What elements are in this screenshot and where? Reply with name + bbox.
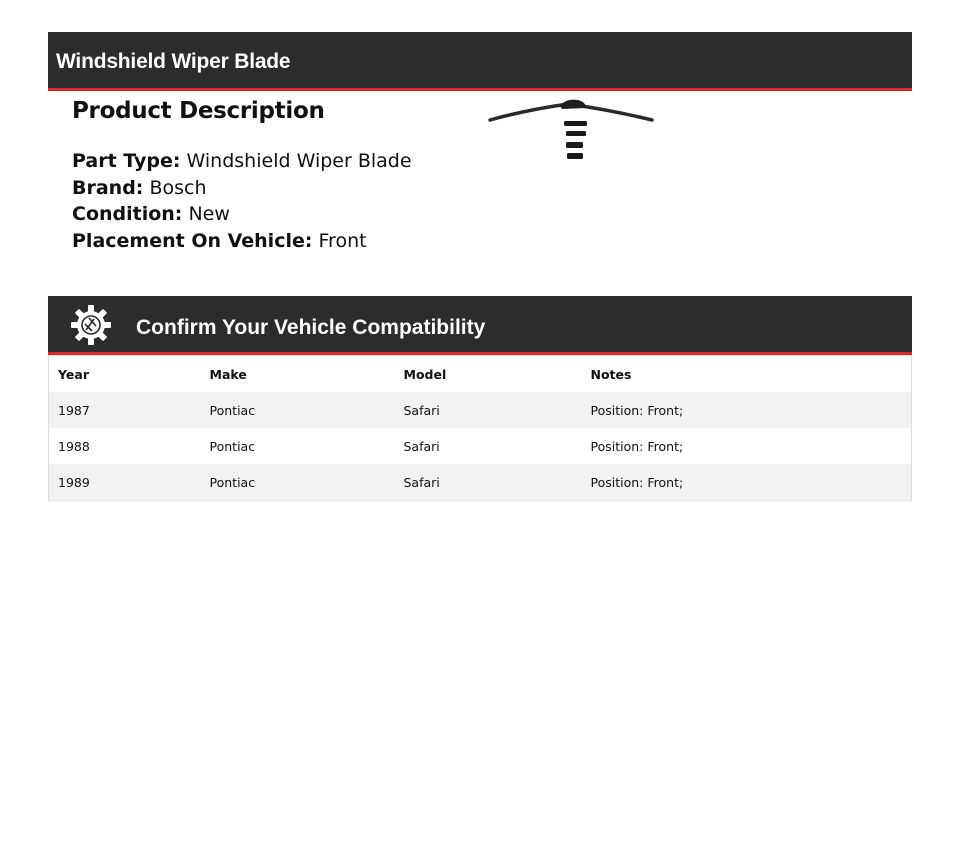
cell-model: Safari	[403, 438, 440, 454]
product-header-bar	[48, 32, 912, 91]
table-row	[49, 464, 912, 501]
spec-label: Placement On Vehicle:	[72, 229, 313, 252]
spec-value: New	[188, 203, 230, 225]
table-header-row	[49, 356, 912, 393]
cell-year: 1987	[49, 392, 201, 428]
table-row	[49, 428, 912, 464]
spec-row-placement	[72, 228, 412, 255]
description-heading: Product Description	[72, 98, 325, 124]
product-description	[72, 96, 412, 254]
spec-label: Brand:	[72, 176, 144, 199]
cell-year: 1989	[49, 464, 201, 501]
spec-value: Windshield Wiper Blade	[186, 150, 412, 172]
cell-make: Pontiac	[201, 392, 395, 428]
cell-notes: Position: Front;	[590, 438, 684, 454]
column-header-year: Year	[58, 366, 89, 382]
column-header-model: Model	[403, 366, 447, 382]
column-header-make: Make	[209, 366, 247, 382]
spec-row-part-type	[72, 148, 412, 175]
table-row	[49, 392, 912, 428]
spec-label: Part Type:	[72, 150, 181, 172]
compatibility-header-bar	[48, 296, 912, 355]
spec-row-brand	[72, 175, 412, 202]
column-header-notes: Notes	[590, 366, 632, 382]
compatibility-table	[48, 355, 912, 501]
cell-model: Safari	[395, 392, 582, 428]
cell-notes: Position: Front;	[582, 392, 912, 428]
cell-year: 1988	[58, 438, 90, 454]
product-title: Windshield Wiper Blade	[56, 50, 291, 73]
spec-row-condition	[72, 201, 412, 228]
cell-make: Pontiac	[209, 438, 256, 454]
compatibility-title: Confirm Your Vehicle Compatibility	[136, 316, 486, 339]
cell-model: Safari	[395, 464, 582, 501]
cell-notes: Position: Front;	[582, 464, 912, 501]
cell-make: Pontiac	[201, 464, 395, 501]
spec-value: Bosch	[149, 176, 207, 199]
spec-label: Condition:	[72, 203, 183, 225]
wiper-blade-image	[486, 96, 656, 166]
gear-icon	[70, 304, 112, 346]
spec-value: Front	[318, 229, 367, 252]
